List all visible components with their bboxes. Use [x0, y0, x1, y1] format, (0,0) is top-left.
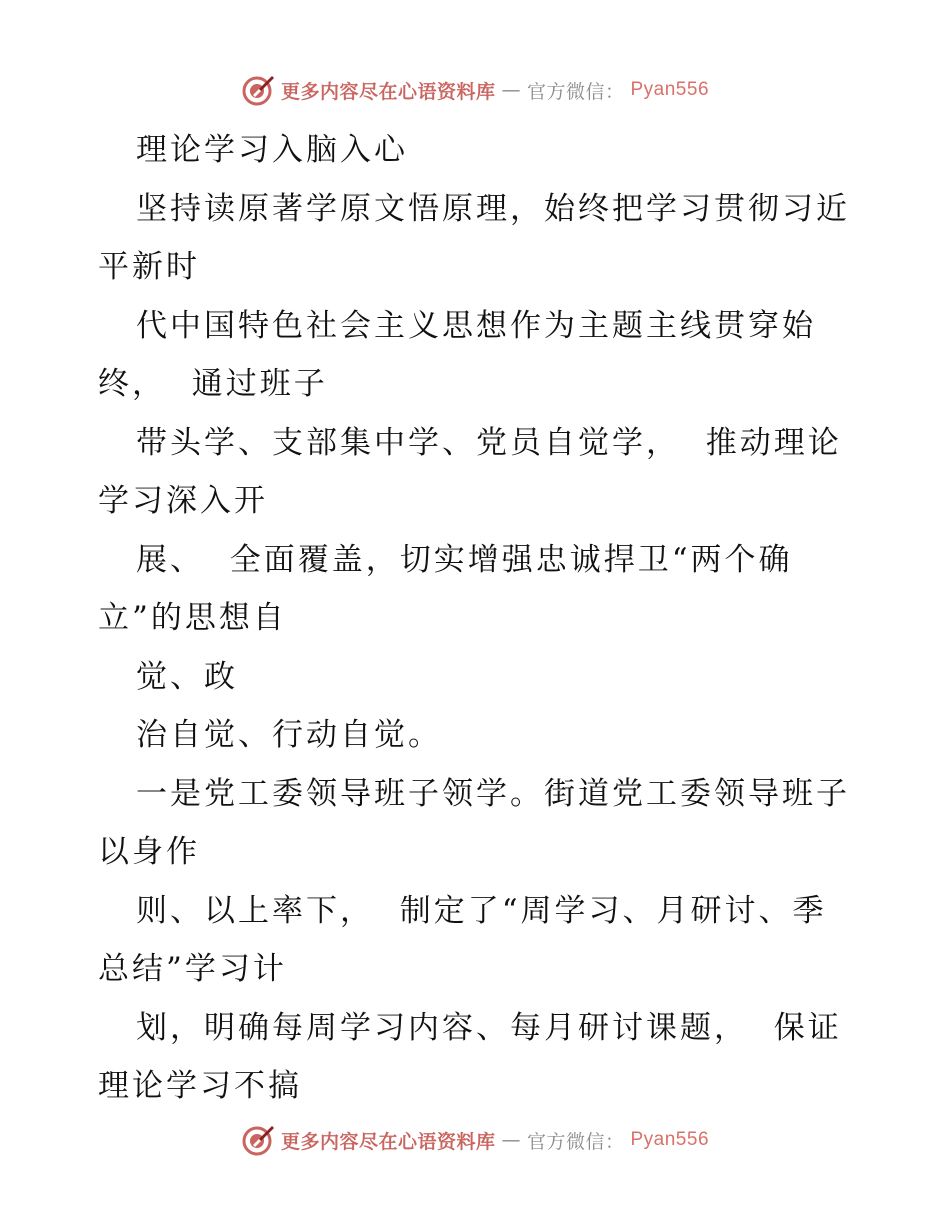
footer-wechat-id: Pyan556: [630, 1129, 710, 1150]
body-line: 平新时: [98, 249, 200, 285]
body-line: 划，明确每周学习内容、每月研讨课题， 保证: [136, 1009, 842, 1046]
body-line: 则、以上率下， 制定了“周学习、月研讨、季: [136, 892, 827, 929]
body-line: 带头学、支部集中学、党员自觉学， 推动理论: [136, 424, 842, 461]
body-line: 以身作: [98, 834, 200, 870]
footer-wechat-label: 官方微信：: [526, 1130, 625, 1153]
body-line: 立”的思想自: [98, 600, 287, 636]
body-line: 理论学习入脑入心: [136, 132, 408, 168]
body-line: 代中国特色社会主义思想作为主题主线贯穿始: [136, 307, 816, 344]
header-wechat-id: Pyan556: [630, 79, 710, 100]
body-line: 总结”学习计: [98, 951, 287, 987]
footer-banner: [0, 1118, 950, 1162]
body-line: 一是党工委领导班子领学。街道党工委领导班子: [136, 775, 850, 812]
header-wechat-label: 官方微信：: [526, 80, 625, 103]
body-line: 学习深入开: [98, 483, 268, 519]
body-line: 展、 全面覆盖，切实增强忠诚捍卫“两个确: [136, 541, 793, 578]
header-dash: —: [501, 79, 521, 101]
body-line: 理论学习不搞: [98, 1068, 302, 1104]
footer-dash: —: [501, 1129, 521, 1151]
body-line: 治自觉、行动自觉。: [136, 717, 442, 753]
body-line: 终， 通过班子: [98, 366, 328, 402]
pen-logo-icon: [241, 73, 275, 107]
body-line: 坚持读原著学原文悟原理，始终把学习贯彻习近: [136, 190, 850, 227]
document-body: [98, 121, 868, 1116]
pen-logo-icon: [241, 1123, 275, 1157]
header-site-name: 更多内容尽在心语资料库: [280, 80, 496, 103]
header-banner: [0, 68, 950, 112]
body-line: 觉、政: [136, 658, 238, 695]
footer-site-name: 更多内容尽在心语资料库: [280, 1130, 496, 1153]
